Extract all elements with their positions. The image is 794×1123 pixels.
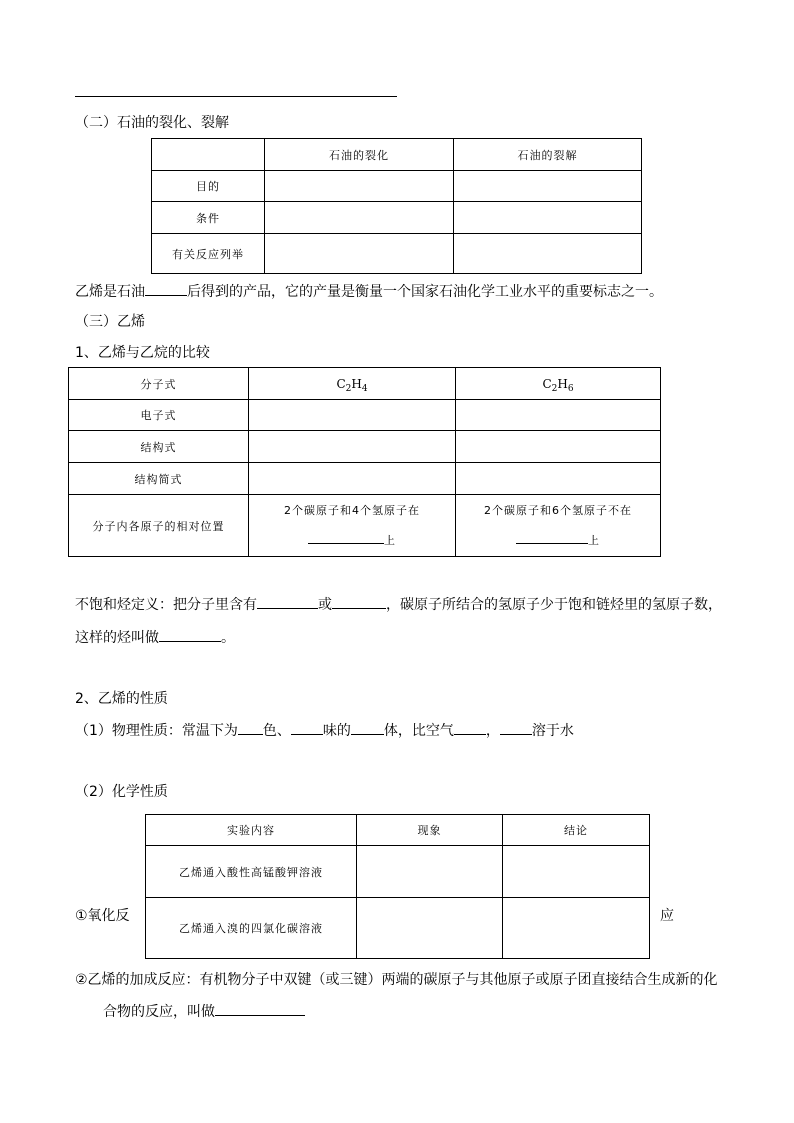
fill-blank [351,720,384,735]
unsaturated-definition-line1 [75,594,722,615]
definition-text: 或 [318,597,332,613]
position-cell-ethane [456,495,661,557]
sentence-text: 乙烯是石油 [75,284,145,300]
definition-text: 。 [221,630,235,646]
fill-blank [291,720,323,735]
cracking-table [151,138,642,274]
property-text: 体，比空气 [383,723,454,739]
table-header-cell: 实验内容 [146,815,357,846]
definition-text: ，碳原子所结合的氢原子少于饱和链烃里的氢原子数， [386,597,722,613]
top-divider [75,96,397,97]
row-label-purpose: 目的 [152,171,265,202]
table-cell [456,431,661,463]
formula-subscript: 2 [345,383,352,394]
section3-heading: （三）乙烯 [75,314,145,330]
cell-answer-line [456,526,660,556]
table-cell [456,400,661,431]
table-header-cell: 石油的裂化 [265,139,454,171]
cell-text: 2个碳原子和4个氢原子在 [284,503,420,517]
sentence-text: 后得到的产品，它的产量是衡量一个国家石油化学工业水平的重要标志之一。 [187,284,663,300]
addition-reaction-line1: ②乙烯的加成反应：有机物分子中双键（或三键）两端的碳原子与其他原子或原子团直接结合生成新的化 [75,972,718,988]
formula-subscript: 4 [361,383,368,394]
fill-blank [332,594,386,609]
property-text: （1）物理性质：常温下为 [75,723,238,739]
cell-text: 上 [384,533,396,547]
row-label-atom-positions: 分子内各原子的相对位置 [69,495,249,557]
comparison-table [68,367,661,557]
formula-text: H [557,376,568,391]
fill-blank [516,531,588,544]
oxidation-label-right: 应 [660,908,674,924]
property-text: 味的 [322,723,351,739]
definition-text: 这样的烃叫做 [75,630,159,646]
formula-subscript: 6 [567,383,574,394]
row-label-electron-formula: 电子式 [69,400,249,431]
table-cell [454,234,642,274]
table-cell [503,898,650,959]
addition-reaction-line2 [103,1001,305,1022]
row-label-formula: 分子式 [69,368,249,400]
table-cell [357,898,503,959]
table-cell [265,234,454,274]
physical-properties [75,720,574,741]
table-cell [249,400,456,431]
fill-blank [159,627,221,642]
unsaturated-definition-line2 [75,627,235,648]
comparison-heading: 1、乙烯与乙烷的比较 [75,345,210,361]
definition-text: 不饱和烃定义：把分子里含有 [75,597,257,613]
position-cell-ethylene [249,495,456,557]
cell-text: 2个碳原子和6个氢原子不在 [484,503,632,517]
formula-ethane [456,368,661,400]
table-header-cell [152,139,265,171]
row-label-structural-formula: 结构式 [69,431,249,463]
section2-heading: （二）石油的裂化、裂解 [75,115,229,131]
table-cell [249,431,456,463]
table-cell [249,463,456,495]
table-header-cell: 结论 [503,815,650,846]
formula-text: C [542,376,552,391]
chemical-properties-heading: （2）化学性质 [75,784,168,800]
ethylene-source-sentence [75,281,663,302]
formula-ethylene [249,368,456,400]
table-cell [454,202,642,234]
fill-blank [257,594,318,609]
properties-heading: 2、乙烯的性质 [75,691,168,707]
row-label-condensed-formula: 结构简式 [69,463,249,495]
oxidation-label-left: ①氧化反 [75,908,130,924]
formula-subscript: 2 [551,383,558,394]
experiment-bromine: 乙烯通入溴的四氯化碳溶液 [146,898,357,959]
table-cell [454,171,642,202]
table-cell [265,171,454,202]
table-header-cell: 现象 [357,815,503,846]
fill-blank [215,1001,305,1016]
table-cell [265,202,454,234]
experiment-permanganate: 乙烯通入酸性高锰酸钾溶液 [146,846,357,898]
fill-blank [238,720,263,735]
fill-blank [454,720,486,735]
property-text: ， [485,723,500,739]
table-cell [357,846,503,898]
table-header-cell: 石油的裂解 [454,139,642,171]
addition-text: 合物的反应，叫做 [103,1004,215,1020]
chemical-properties-table [145,814,650,959]
cell-text: 上 [588,533,600,547]
row-label-condition: 条件 [152,202,265,234]
formula-text: C [336,376,346,391]
cell-answer-line [249,526,455,556]
fill-blank [145,281,187,296]
property-text: 溶于水 [531,723,574,739]
fill-blank [308,531,384,544]
fill-blank [500,720,532,735]
row-label-reactions: 有关反应列举 [152,234,265,274]
table-cell [456,463,661,495]
table-cell [503,846,650,898]
formula-text: H [351,376,362,391]
property-text: 色、 [262,723,291,739]
